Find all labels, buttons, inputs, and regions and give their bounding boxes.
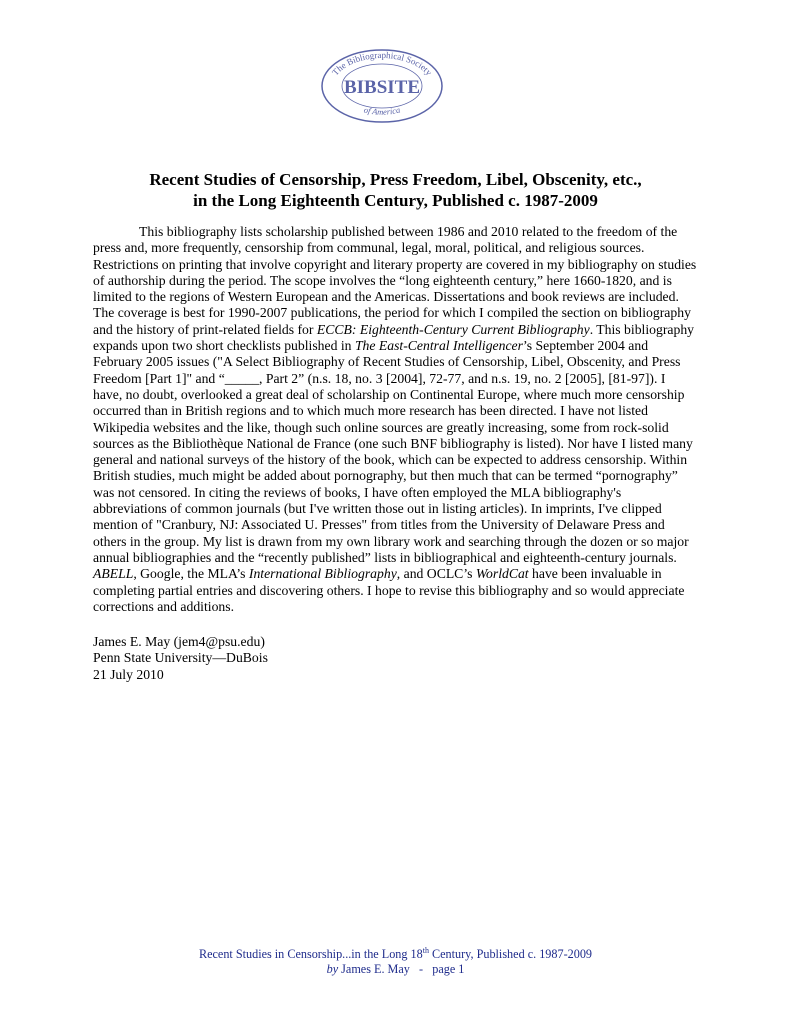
worldcat-title: WorldCat [475,566,529,582]
title-line-1: Recent Studies of Censorship, Press Freedom, Libel, Obscenity, etc., [149,170,642,189]
author-name: James E. May (jem4@psu.edu) [93,634,265,649]
svg-text:of America [363,104,401,116]
bibsite-logo [320,48,444,124]
bibsite-seal-icon [320,48,444,124]
international-bibliography-title: International Bibliography [248,566,397,582]
body-text-5: , and OCLC’s [396,566,476,582]
body-text-3: ’s September 2004 and February 2005 issues ("A Select Bibliography of Recent Studies of Censorship, Libel, Obscenity, and Press Freedom [Part 1]" and “_____, Part 2” (n.s. 18, no. 3 [2004], 72-77, and n.s. 19, no. 2 [2005], [81-97]). I have, no doubt, overlooked a great deal of scholarship on Continental Europe, where much more censorship occurred than in British regions and to which much more research has been directed. I have not listed Wikipedia websites and the like, though such online sources are greatly increasing, some from rock-solid sources as the Bibliothèque National de France (one such BNF bibliography is listed). Nor have I listed many general and national surveys of the history of the book, which can be expected to address censorship. Within British studies, much might be added about pornography, but then much that can be termed “pornography” was not censored. In citing the reviews of books, I have often employed the MLA bibliography's abbreviations of common journals (but I've written those out in listing articles). In imprints, I've clipped mention of "Cranbury, NJ: Associated U. Presses" from titles from the University of Delaware Press and others in the group. My list is drawn from my own library work and searching through the dozen or so major annual bibliographies and the “recently published” lists in bibliographical and eighteenth-century journals. [93,338,693,565]
intelligencer-title: The East-Central Intelligencer [354,338,523,354]
signature-date: 21 July 2010 [93,666,164,682]
logo-bottom-text: of America [362,104,402,117]
abell-title: ABELL [93,566,134,582]
document-title [60,169,731,211]
eccb-title: ECCB: Eighteenth-Century Current Bibliography [316,321,590,337]
body-text-6: have been invaluable in completing partial entries and discovering others. I hope to revise this bibliography and so would appreciate corrections and additions. [93,566,685,614]
author-affiliation: Penn State University—DuBois [93,650,268,666]
signature-block [93,634,493,683]
page-footer [60,947,731,977]
introduction-paragraph [93,224,698,615]
title-line-2: in the Long Eighteenth Century, Published c. 1987-2009 [193,191,598,210]
footer-line-2: by James E. May - page 1 [326,962,465,976]
body-text-2: . This bibliography expands upon two short checklists published in [93,321,695,354]
logo-center-text: BIBSITE [343,77,421,98]
body-text-1: This bibliography lists scholarship published between 1986 and 2010 related to the freedom of the press and, more frequently, censorship from communal, legal, moral, political, and religious sources. Restrictions on printing that involve copyright and literary property are covered in my bibliography on studies of authorship during the period. The scope involves the “long eighteenth century,” here 1660-1820, and is limited to the regions of Western European and the Americas. Dissertations and book reviews are included. The coverage is best for 1990-2007 publications, the period for which I compiled the section on bibliography and the history of print-related fields for [93,224,697,337]
logo-ring-text: The Bibliographical Society [330,49,435,78]
footer-line-1: Recent Studies in Censorship...in the Long 18th Century, Published c. 1987-2009 [198,945,593,961]
body-text-4: , Google, the MLA’s [133,566,249,582]
